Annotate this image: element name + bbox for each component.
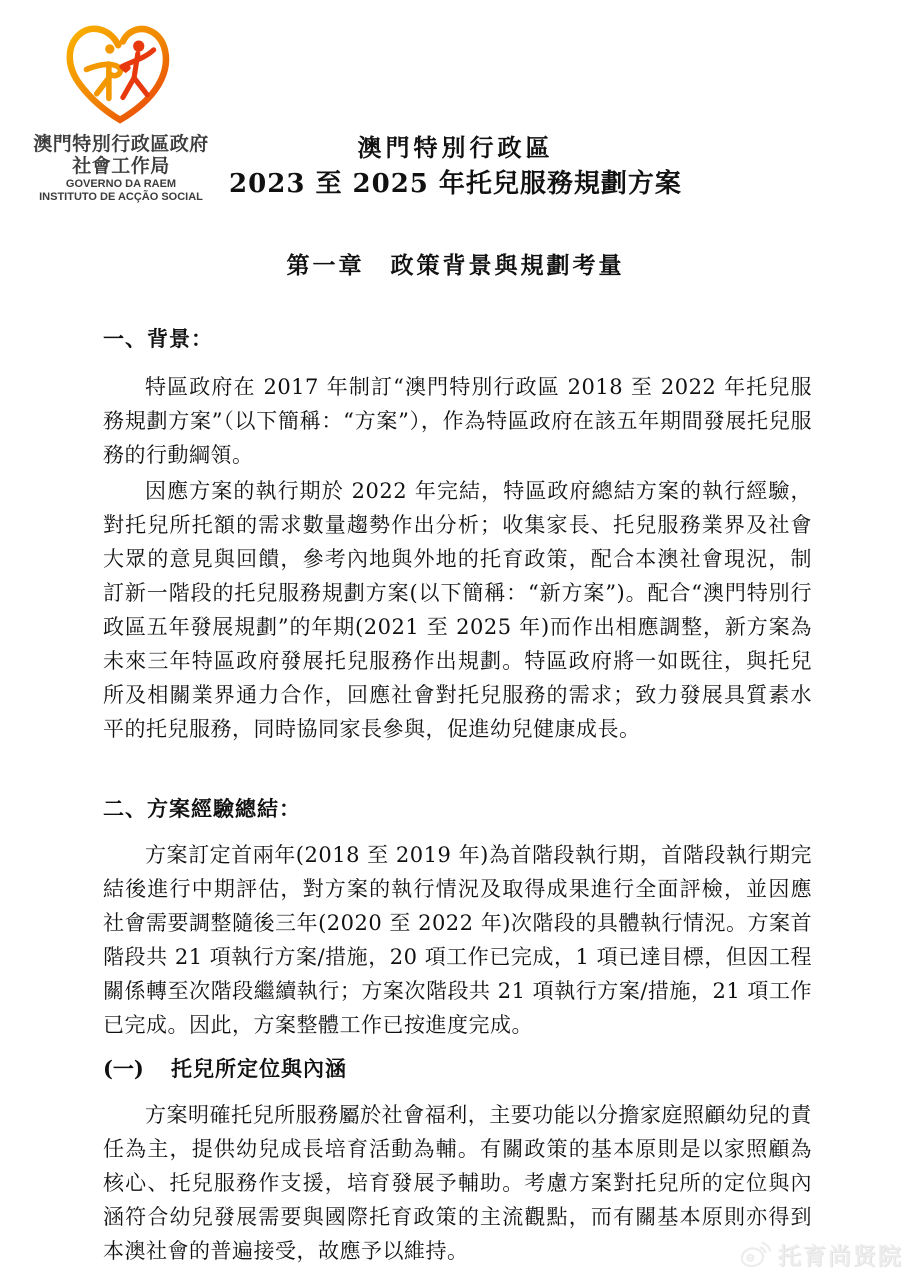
subsection-1-paragraph-1: 方案明確托兒所服務屬於社會福利，主要功能以分擔家庭照顧幼兒的責任為主，提供幼兒成長培育活動為輔。有關政策的基本原則是以家照顧為核心、托兒服務作支援，培育發展予輔助。考慮方案對托兒所的定位與內涵符合幼兒發展需要與國際托育政策的主流觀點，而有關基本原則亦得到本澳社會的普遍接受，故應予以維持。 [103,1103,812,1263]
subsection-1-heading [103,1054,812,1084]
doc-title [0,131,911,203]
org-name-zh-line1: 澳門特別行政區政府 [33,134,209,155]
doc-title-line1: 澳門特別行政區 [357,133,554,162]
watermark-text: 托育尚贤院 [778,1243,903,1269]
section-1-heading: 一、背景： [103,326,213,351]
subsection-1-title: 托兒所定位與內涵 [171,1056,347,1081]
org-name-pt-line1: GOVERNO DA RAEM [65,178,177,190]
document-body [103,326,812,1268]
section-1-paragraph-2: 因應方案的執行期於 2022 年完結，特區政府總結方案的執行經驗，對托兒所托額的需求數量趨勢作出分析；收集家長、托兒服務業界及社會大眾的意見與回饋，參考內地與外地的托育政策，配合本澳社會現況，制訂新一階段的托兒服務規劃方案(以下簡稱：“新方案”)。配合“澳門特別行政區五年發展規劃”的年期(2021 至 2025 年)而作出相應調整，新方案為未來三年特區政府發展托兒服務作出規劃。特區政府將一如既往，與托兒所及相關業界通力合作，回應社會對托兒服務的需求；致力發展具質素水平的托兒服務，同時協同家長參與，促進幼兒健康成長。 [103,479,812,741]
weibo-icon [740,1241,772,1269]
section-2-paragraph-1: 方案訂定首兩年(2018 至 2019 年)為首階段執行期，首階段執行期完結後進行中期評估，對方案的執行情況及取得成果進行全面評檢，並因應社會需要調整隨後三年(2020 至 2022 年)次階段的具體執行情況。方案首階段共 21 項執行方案/措施，20 項工作已完成，1 項已達目標，但因工程關係轉至次階段繼續執行；方案次階段共 21 項執行方案/措施，21 項工作已完成。因此，方案整體工作已按進度完成。 [103,843,812,1037]
heart-logo-icon [60,20,182,132]
org-name-zh-line2: 社會工作局 [72,156,170,177]
subsection-1-number: (一) [103,1056,144,1081]
section-1-paragraph-1: 特區政府在 2017 年制訂“澳門特別行政區 2018 至 2022 年托兒服務規劃方案”（以下簡稱：“方案”），作為特區政府在該五年期間發展托兒服務的行動綱領。 [103,375,812,467]
logo-figure-left [86,44,120,98]
doc-title-line2: 2023 至 2025 年托兒服務規劃方案 [229,169,682,199]
org-name-pt-line2: INSTITUTO DE ACÇÃO SOCIAL [39,191,203,203]
section-2-heading: 二、方案經驗總結： [103,796,301,821]
watermark [740,1238,903,1271]
chapter-heading: 第一章 政策背景與規劃考量 [286,252,625,279]
